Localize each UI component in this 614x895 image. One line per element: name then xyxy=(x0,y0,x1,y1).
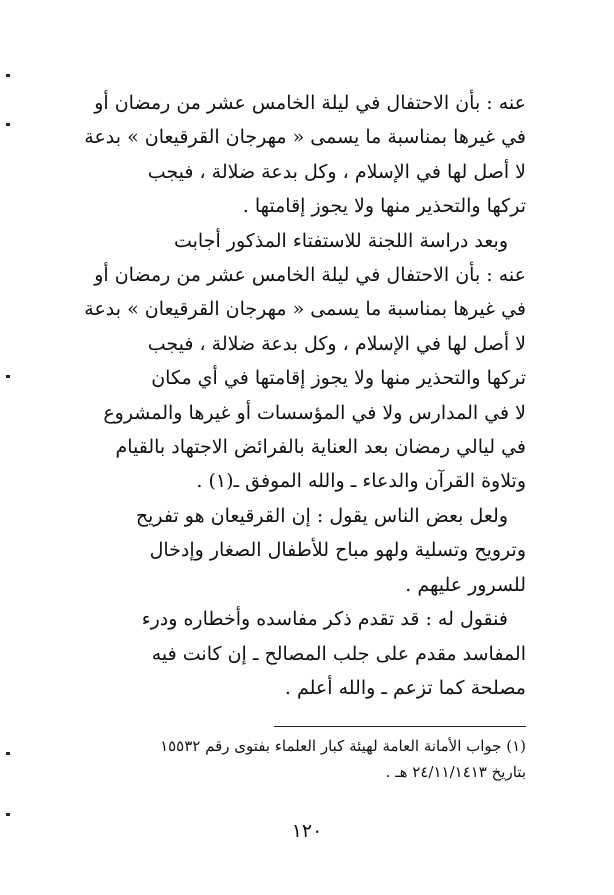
text-line: عنه : بأن الاحتفال في ليلة الخامس عشر من رمضان أو xyxy=(94,264,526,287)
text-line: للسرور عليهم . xyxy=(405,573,526,596)
margin-mark xyxy=(6,813,10,816)
page-number: ١٢٠ xyxy=(291,820,323,842)
margin-mark xyxy=(6,74,10,77)
footnote-separator xyxy=(274,726,526,727)
text-line: في غيرها بمناسبة ما يسمى « مهرجان القرقيعان » بدعة xyxy=(84,126,526,149)
text-line: تركها والتحذير منها ولا يجوز إقامتها . xyxy=(242,195,526,218)
text-line: في غيرها بمناسبة ما يسمى « مهرجان القرقيعان » بدعة xyxy=(84,298,526,321)
text-line: المفاسد مقدم على جلب المصالح ـ إن كانت فيه xyxy=(151,642,526,665)
text-line: ولعل بعض الناس يقول : إن القرقيعان هو تفريح xyxy=(135,504,508,527)
text-line: وتلاوة القرآن والدعاء ـ والله الموفق ـ(١) . xyxy=(196,470,526,493)
footnote-line: بتاريخ ٢٤/١١/١٤١٣ هـ . xyxy=(385,763,526,781)
text-line: لا أصل لها في الإسلام ، وكل بدعة ضلالة ، فيجب xyxy=(147,160,526,183)
text-line: لا في المدارس ولا في المؤسسات أو غيرها والمشروع xyxy=(103,401,526,424)
text-line: تركها والتحذير منها ولا يجوز إقامتها في أي مكان xyxy=(151,367,526,390)
footnote-line: (١) جواب الأمانة العامة لهيئة كبار العلماء بفتوى رقم ١٥٥٣٢ xyxy=(160,737,526,755)
text-line: في ليالي رمضان بعد العناية بالفرائض الاجتهاد بالقيام xyxy=(115,436,526,459)
text-line: مصلحة كما تزعم ـ والله أعلم . xyxy=(284,676,526,699)
margin-mark xyxy=(6,375,10,378)
margin-mark xyxy=(6,752,10,755)
margin-mark xyxy=(6,123,10,126)
text-line: وترويح وتسلية ولهو مباح للأطفال الصغار وإدخال xyxy=(149,539,526,562)
text-line: وبعد دراسة اللجنة للاستفتاء المذكور أجابت xyxy=(173,229,508,252)
text-line: عنه : بأن الاحتفال في ليلة الخامس عشر من رمضان أو xyxy=(94,92,526,114)
footnote xyxy=(72,733,526,785)
text-line: فنقول له : قد تقدم ذكر مفاسده وأخطاره ودرء xyxy=(141,608,508,631)
text-line: لا أصل لها في الإسلام ، وكل بدعة ضلالة ، فيجب xyxy=(147,332,526,355)
main-text xyxy=(72,86,526,705)
